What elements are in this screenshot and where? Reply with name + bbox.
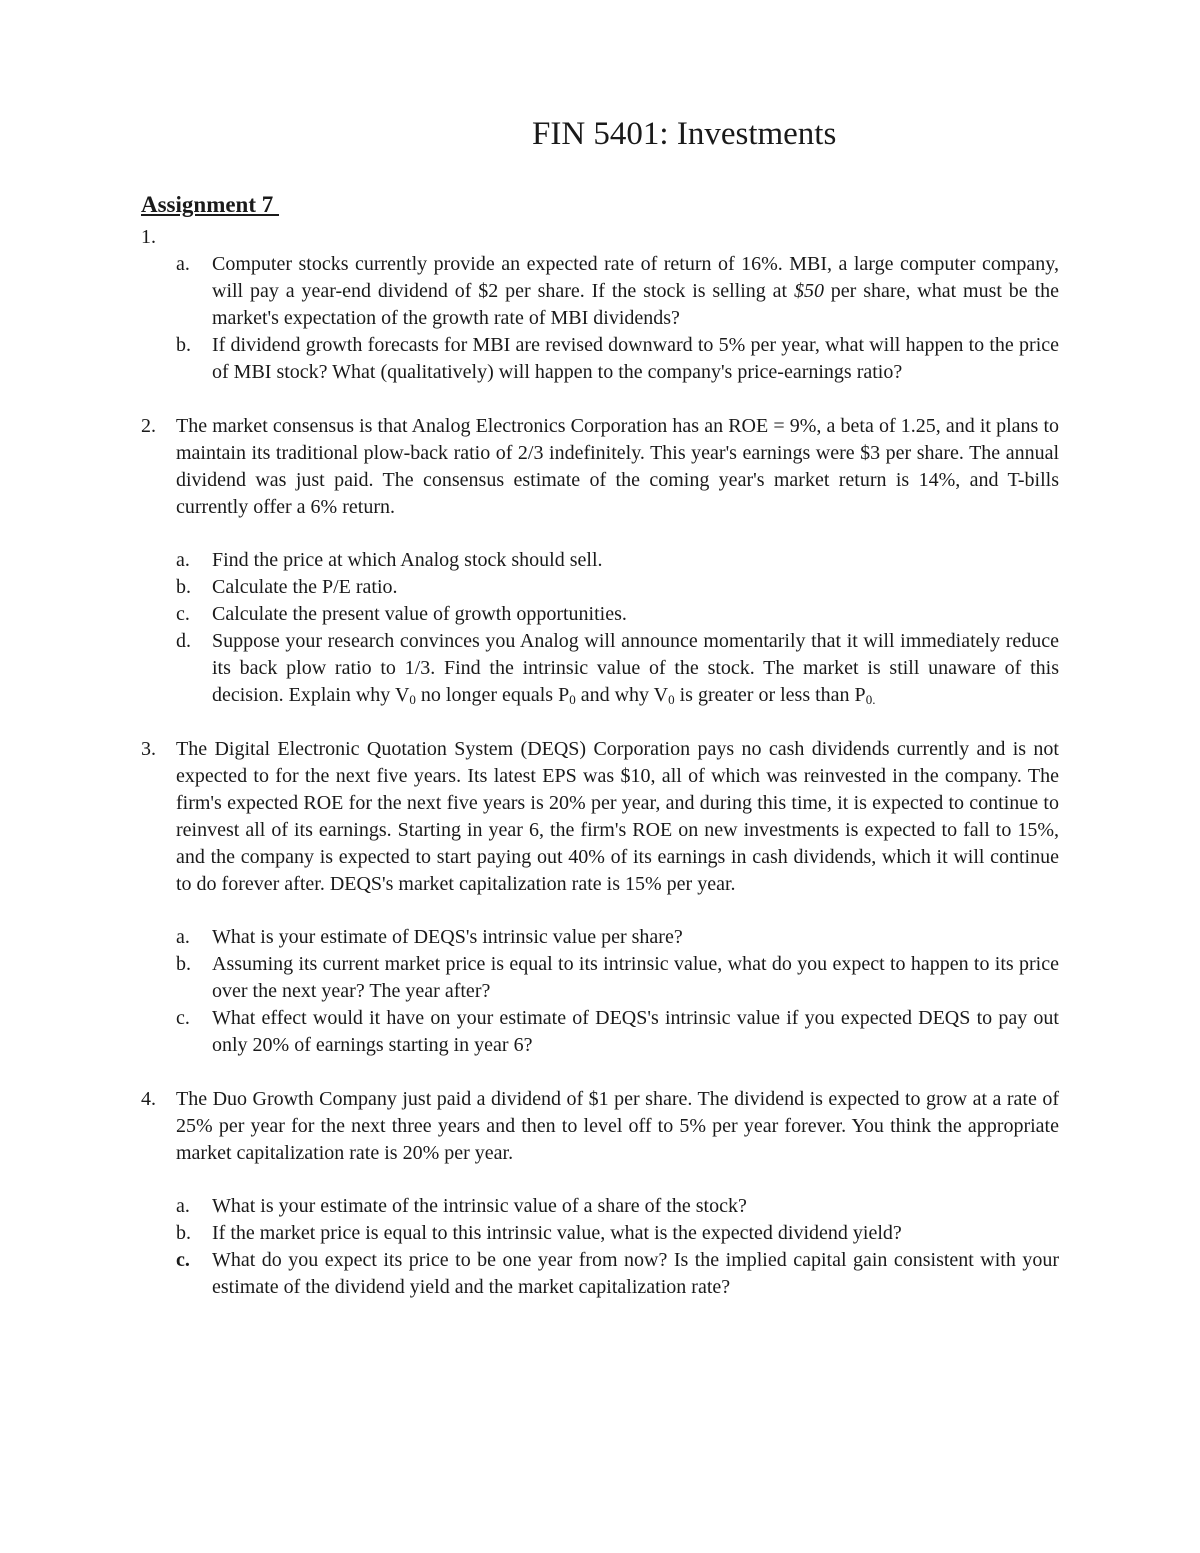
question-3 bbox=[141, 736, 1059, 1059]
question-2-intro: The market consensus is that Analog Electronics Corporation has an ROE = 9%, a beta of 1.25, and it plans to maintain its traditional plow-back ratio of 2/3 indefinitely. This year's earnings were $3 per share. The annual dividend was just paid. The consensus estimate of the coming year's market return is 14%, and T-bills currently offer a 6% return. bbox=[176, 415, 1059, 518]
part-text: What is your estimate of the intrinsic value of a share of the stock? bbox=[212, 1195, 747, 1217]
question-4-number: 4. bbox=[141, 1088, 156, 1110]
part-letter: a. bbox=[176, 253, 190, 275]
part-text: What do you expect its price to be one year from now? Is the implied capital gain consistent with your estimate of the dividend yield and the market capitalization rate? bbox=[212, 1249, 1059, 1298]
part-text: If the market price is equal to this intrinsic value, what is the expected dividend yield? bbox=[212, 1222, 902, 1244]
part-letter: c. bbox=[176, 1249, 190, 1271]
part-text: If dividend growth forecasts for MBI are revised downward to 5% per year, what will happen to the price of MBI stock? What (qualitatively) will happen to the company's price-earnings ratio? bbox=[212, 334, 1059, 383]
question-2-part-a bbox=[176, 547, 1059, 574]
question-3-parts bbox=[176, 924, 1059, 1059]
document-title: FIN 5401: Investments bbox=[532, 116, 837, 152]
part-letter: a. bbox=[176, 1195, 190, 1217]
question-2-part-b bbox=[176, 574, 1059, 601]
question-4-part-c bbox=[176, 1247, 1059, 1301]
part-text: Calculate the present value of growth opportunities. bbox=[212, 603, 627, 625]
part-text: Assuming its current market price is equal to its intrinsic value, what do you expect to happen to its price over the next year? The year after? bbox=[212, 953, 1059, 1002]
question-1-number: 1. bbox=[141, 226, 156, 248]
part-letter: a. bbox=[176, 926, 190, 948]
subscript: 0 bbox=[409, 692, 416, 707]
question-2 bbox=[141, 413, 1059, 709]
question-3-intro: The Digital Electronic Quotation System (DEQS) Corporation pays no cash dividends currently and is not expected to for the next five years. Its latest EPS was $10, all of which was reinvested in the company. The firm's expected ROE for the next five years is 20% per year, and during this time, it is expected to continue to reinvest all of its earnings. Starting in year 6, the firm's ROE on new investments is expected to fall to 15%, and the company is expected to start paying out 40% of its earnings in cash dividends, which it will continue to do forever after. DEQS's market capitalization rate is 15% per year. bbox=[176, 738, 1059, 895]
part-letter: c. bbox=[176, 603, 190, 625]
part-text: per share, what must be the market's expectation of the growth rate of MBI dividends? bbox=[212, 280, 1059, 329]
part-letter: b. bbox=[176, 334, 191, 356]
part-letter: c. bbox=[176, 1007, 190, 1029]
question-1-parts bbox=[176, 251, 1059, 386]
subscript: 0 bbox=[668, 692, 675, 707]
part-text: What is your estimate of DEQS's intrinsic value per share? bbox=[212, 926, 683, 948]
question-4-part-a bbox=[176, 1193, 1059, 1220]
part-emphasis: $50 bbox=[793, 280, 824, 302]
part-text: Find the price at which Analog stock should sell. bbox=[212, 549, 603, 571]
question-2-parts bbox=[176, 547, 1059, 709]
subscript: 0 bbox=[569, 692, 576, 707]
assignment-heading: Assignment 7 bbox=[141, 192, 280, 217]
part-text: Computer stocks currently provide an expected rate of return of 16%. MBI, a large computer company, will pay a year-end dividend of $2 per share. If the stock is selling at bbox=[212, 253, 1059, 302]
part-text: What effect would it have on your estimate of DEQS's intrinsic value if you expected DEQS to pay out only 20% of earnings starting in year 6? bbox=[212, 1007, 1059, 1056]
question-4 bbox=[141, 1086, 1059, 1301]
question-2-part-c bbox=[176, 601, 1059, 628]
question-1 bbox=[141, 224, 1059, 386]
part-letter: d. bbox=[176, 630, 191, 652]
question-1-part-b bbox=[176, 332, 1059, 386]
question-4-intro: The Duo Growth Company just paid a dividend of $1 per share. The dividend is expected to grow at a rate of 25% per year for the next three years and then to level off to 5% per year forever. You think the appropriate market capitalization rate is 20% per year. bbox=[176, 1088, 1059, 1164]
part-text: and why V bbox=[575, 684, 669, 706]
part-text: no longer equals P bbox=[415, 684, 570, 706]
question-3-part-a bbox=[176, 924, 1059, 951]
part-letter: a. bbox=[176, 549, 190, 571]
question-4-part-b bbox=[176, 1220, 1059, 1247]
question-3-number: 3. bbox=[141, 738, 156, 760]
question-2-number: 2. bbox=[141, 415, 156, 437]
part-text: Suppose your research convinces you Analog will announce momentarily that it will immediately reduce its back plow ratio to 1/3. Find the intrinsic value of the stock. The market is still unaware of this decision. Explain why V bbox=[212, 630, 1059, 706]
question-2-part-d bbox=[176, 628, 1059, 709]
question-1-part-a bbox=[176, 251, 1059, 332]
part-letter: b. bbox=[176, 576, 191, 598]
part-letter: b. bbox=[176, 1222, 191, 1244]
question-list bbox=[141, 224, 1059, 1301]
subscript: 0. bbox=[865, 692, 876, 707]
question-3-part-c bbox=[176, 1005, 1059, 1059]
question-4-parts bbox=[176, 1193, 1059, 1301]
question-3-part-b bbox=[176, 951, 1059, 1005]
part-letter: b. bbox=[176, 953, 191, 975]
part-text: is greater or less than P bbox=[674, 684, 866, 706]
part-text: Calculate the P/E ratio. bbox=[212, 576, 398, 598]
